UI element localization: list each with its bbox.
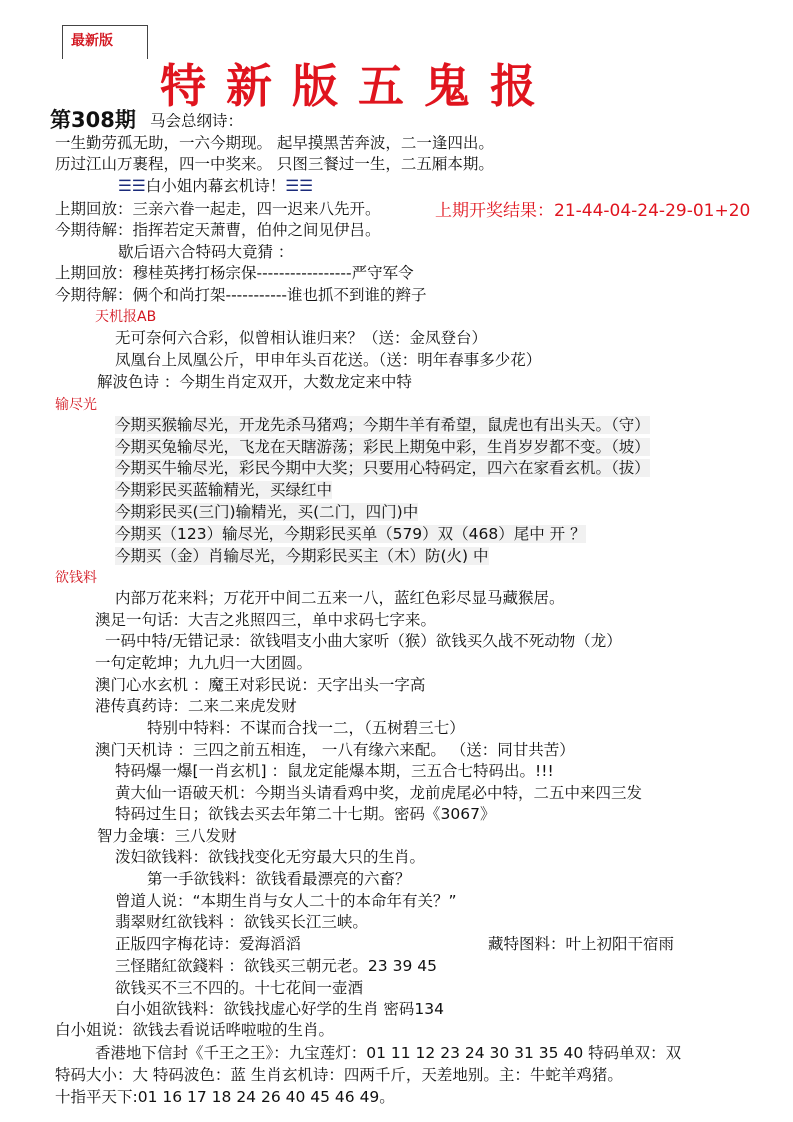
text-line: 特码大小：大 特码波色：蓝 生肖玄机诗：四两千斤，天差地别。主：牛蛇羊鸡猪。 [55, 1066, 623, 1084]
trigram-icon: ☰☰ [118, 177, 146, 195]
text-line: 正版四字梅花诗：爱海滔滔 [115, 935, 302, 953]
text-line: 香港地下信封《千王之王》：九宝莲灯：01 11 12 23 24 30 31 35 40 特码单双：双 [95, 1044, 682, 1062]
text-line: 今期买（123）输尽光，今期彩民买单（579）双（468）尾中 开 ？ [115, 525, 586, 543]
text-line: 历过江山万裹程，四一中奖来。 只图三餐过一生，二五厢本期。 [55, 155, 494, 173]
text-line: 特码过生日；欲钱去买去年第二十七期。密码《3067》 [115, 805, 496, 823]
text-line: 黄大仙一语破天机：今期当头请看鸡中奖，龙前虎尾必中特，二五中来四三发 [115, 784, 643, 802]
text-line: 曾道人说：“本期生肖与女人二十的本命年有关？” [115, 892, 457, 910]
text-line: 智力金壤：三八发财 [97, 827, 237, 845]
trigram-icon: ☰☰ [285, 177, 314, 195]
section-heading: 输尽光 [55, 397, 97, 413]
text-line: 上期回放：穆桂英拷打杨宗保-----------------严守军令 [55, 264, 414, 282]
text-line: 港传真药诗：二来二来虎发财 [95, 697, 297, 715]
text-line [118, 177, 313, 195]
text-line: 解波色诗 ：今期生肖定双开，大数龙定来中特 [97, 373, 412, 391]
text-line: 今期待解：指挥若定天萧曹，伯仲之间见伊吕。 [55, 221, 381, 239]
last-draw-result: 上期开奖结果：21-44-04-24-29-01+20 [435, 201, 751, 221]
text-line: 今期待解：俩个和尚打架-----------谁也抓不到谁的辫子 [55, 286, 427, 304]
text-line: 今期彩民买蓝输精光，买绿红中 [115, 481, 333, 499]
text-line: 三怪賭紅欲錢料 ：欲钱买三朝元老。23 39 45 [115, 957, 437, 975]
text-line: 泼妇欲钱料：欲钱找变化无穷最大只的生肖。 [115, 848, 426, 866]
text-line: 十指平天下:01 16 17 18 24 26 40 45 46 49。 [55, 1088, 395, 1106]
page-title: 特新版五鬼报 [160, 59, 556, 113]
issue-number: 第308期 [50, 108, 136, 132]
text-line: 今期买兔输尽光，飞龙在天瞎游荡；彩民上期兔中彩，生肖岁岁都不变。（坡） [115, 438, 650, 456]
text-line: 上期回放：三亲六眷一起走，四一迟来八先开。 [55, 200, 381, 218]
text-line: 一码中特/无错记录：欲钱唱支小曲大家听（猴）欲钱买久战不死动物（龙） [105, 632, 622, 650]
badge-label: 最新版 [71, 33, 113, 49]
text-line: 歇后语六合特码大竟猜 ： [118, 243, 294, 261]
text-line: 白小姐欲钱料：欲钱找虚心好学的生肖 密码134 [115, 1000, 445, 1018]
heading-text: 白小姐内幕玄机诗！ [145, 177, 286, 195]
text-line: 今期买（金）肖输尽光，今期彩民买主（木）防(火) 中 [115, 547, 489, 565]
text-line: 第一手欲钱料：欲钱看最漂亮的六畜？ [147, 870, 411, 888]
text-line: 今期买牛输尽光，彩民今期中大奖；只要用心特码定，四六在家看玄机。（拔） [115, 459, 650, 477]
text-line: 一生勤劳孤无助，一六今期现。 起早摸黑苦奔波，二一逢四出。 [55, 134, 494, 152]
text-line: 凤凰台上凤凰公斤，甲申年头百花送。（送：明年春事多少花） [115, 351, 542, 369]
text-line: 特码爆一爆[一肖玄机] ：鼠龙定能爆本期，三五合七特码出。!!! [115, 762, 554, 780]
text-line: 澳门心水玄机 ：魔王对彩民说：天字出头一字高 [95, 676, 426, 694]
text-line: 内部万花来料；万花开中间二五来一八，蓝红色彩尽显马藏猴居。 [115, 589, 565, 607]
text-line: 特别中特料：不谋而合找一二，（五树碧三七） [147, 719, 465, 737]
text-line: 欲钱买不三不四的。十七花间一壶酒 [115, 979, 364, 997]
text-line: 马会总纲诗： [150, 112, 244, 130]
text-line: 无可奈何六合彩，似曾相认谁归来？（送：金凤登台） [115, 329, 488, 347]
text-line: 澳足一句话：大吉之兆照四三，单中求码七字来。 [95, 611, 437, 629]
text-line: 今期彩民买(三门)输精光，买(二门，四门)中 [115, 503, 419, 521]
text-line: 澳门天机诗 ：三四之前五相连， 一八有缘六来配。 （送：同甘共苦） [95, 741, 575, 759]
section-heading: 天机报AB [95, 309, 157, 325]
text-line: 藏特图料：叶上初阳干宿雨 [488, 935, 675, 953]
latest-edition-badge [62, 25, 148, 59]
text-line: 一句定乾坤；九九归一大团圆。 [95, 654, 313, 672]
text-line: 翡翠财红欲钱料 ：欲钱买长江三峡。 [115, 913, 368, 931]
text-line: 白小姐说：欲钱去看说话哗啦啦的生肖。 [55, 1021, 335, 1039]
text-line: 今期买猴输尽光，开龙先杀马猪鸡；今期牛羊有希望，鼠虎也有出头天。（守） [115, 416, 650, 434]
section-heading: 欲钱料 [55, 570, 97, 586]
